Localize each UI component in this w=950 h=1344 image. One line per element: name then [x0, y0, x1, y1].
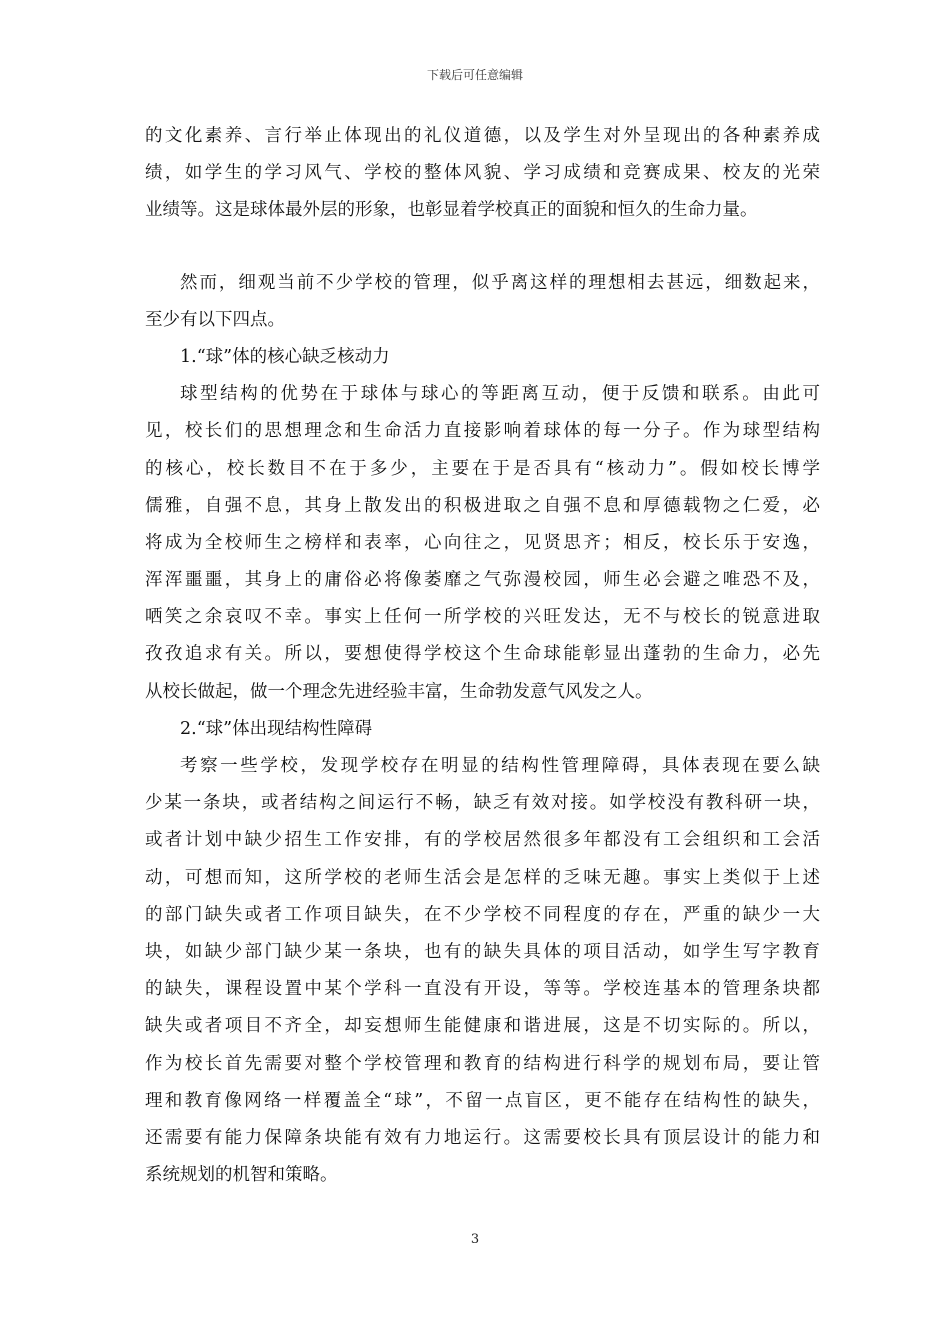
text-line: 系统规划的机智和策略。 — [145, 1165, 338, 1186]
text-line: 的部门缺失或者工作项目缺失，在不少学校不同程度的存在，严重的缺少一大 — [145, 904, 820, 925]
text-line: 的缺失，课程设置中某个学科一直没有开设，等等。学校连基本的管理条块都 — [145, 979, 820, 1000]
text-line: 然而，细观当前不少学校的管理，似乎离这样的理想相去甚远，细数起来， — [180, 272, 820, 293]
text-line: 或者计划中缺少招生工作安排，有的学校居然很多年都没有工会组织和工会活 — [145, 830, 820, 851]
paragraph — [145, 118, 820, 230]
text-line: 孜孜追求有关。所以，要想使得学校这个生命球能彰显出蓬勃的生命力，必先 — [145, 644, 820, 665]
body-text — [145, 118, 820, 1194]
text-line: 从校长做起，做一个理念先进经验丰富，生命勃发意气风发之人。 — [145, 681, 653, 702]
text-line: 绩，如学生的学习风气、学校的整体风貌、学习成绩和竞赛成果、校友的光荣 — [145, 163, 820, 184]
text-line: 球型结构的优势在于球体与球心的等距离互动，便于反馈和联系。由此可 — [180, 384, 820, 405]
page-number: 3 — [470, 1232, 480, 1247]
text-line: 还需要有能力保障条块能有效有力地运行。这需要校长具有顶层设计的能力和 — [145, 1127, 820, 1148]
text-line: 将成为全校师生之榜样和表率，心向往之，见贤思齐；相反，校长乐于安逸， — [145, 532, 820, 553]
text-line: 考察一些学校，发现学校存在明显的结构性管理障碍，具体表现在要么缺 — [180, 756, 820, 776]
paragraph-gap — [145, 230, 820, 265]
text-line: 少某一条块，或者结构之间运行不畅，缺乏有效对接。如学校没有教科研一块， — [145, 793, 820, 814]
text-line: 哂笑之余哀叹不幸。事实上任何一所学校的兴旺发达，无不与校长的锐意进取 — [145, 607, 820, 628]
text-line: 业绩等。这是球体最外层的形象，也彰显着学校真正的面貌和恒久的生命力量。 — [145, 200, 758, 221]
heading-text: 1.“球”体的核心缺乏核动力 — [180, 346, 390, 367]
text-line: 动，可想而知，这所学校的老师生活会是怎样的乏味无趣。事实上类似于上述 — [145, 867, 820, 888]
text-line: 浑浑噩噩，其身上的庸俗必将像萎靡之气弥漫校园，师生必会避之唯恐不及， — [145, 570, 820, 591]
text-line: 作为校长首先需要对整个学校管理和教育的结构进行科学的规划布局，要让管 — [145, 1053, 820, 1074]
section-heading — [145, 711, 820, 748]
text-line: 儒雅，自强不息，其身上散发出的积极进取之自强不息和厚德载物之仁爱，必 — [145, 495, 820, 516]
page-header: 下载后可任意编辑 — [426, 68, 523, 82]
text-line: 的文化素养、言行举止体现出的礼仪道德，以及学生对外呈现出的各种素养成 — [145, 126, 820, 146]
paragraph — [145, 376, 820, 711]
section-heading — [145, 339, 820, 376]
text-line: 至少有以下四点。 — [145, 309, 285, 330]
paragraph — [145, 265, 820, 339]
text-line: 的核心，校长数目不在于多少，主要在于是否具有“核动力”。假如校长博学 — [145, 458, 820, 479]
text-line: 块，如缺少部门缺少某一条块，也有的缺失具体的项目活动，如学生写字教育 — [145, 941, 820, 962]
text-line: 缺失或者项目不齐全，却妄想师生能健康和谐进展，这是不切实际的。所以， — [145, 1016, 820, 1037]
paragraph — [145, 748, 820, 1194]
heading-text: 2.“球”体出现结构性障碍 — [180, 718, 373, 739]
text-line: 理和教育像网络一样覆盖全“球”，不留一点盲区，更不能存在结构性的缺失， — [145, 1090, 820, 1111]
text-line: 见，校长们的思想理念和生命活力直接影响着球体的每一分子。作为球型结构 — [145, 421, 820, 442]
